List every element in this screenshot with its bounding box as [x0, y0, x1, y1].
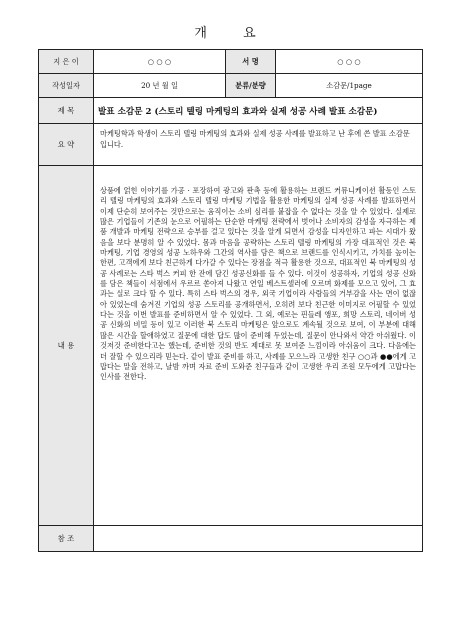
- signature-label: 서 명: [226, 50, 276, 74]
- content-paragraph: 상품에 얽힌 이야기를 가공 · 포장하여 광고와 판촉 등에 활용하는 브랜드 커뮤니케이션 활동인 스토리 텔링 마케팅의 효과와 스토리 텔링 마케팅 기법을 활용한 마케팅의 실제 성공 사례를 발표하면서 이제 단순히 보여주는 것만으로는 움직이는 소비 심리를 붙잡을 수 없다는 것을 알 수 있었다. 실제로 많은 기업들이 기존의 눈으로 어필하는 단순한 마케팅 전략에서 벗어나 소비자의 감성을 자극하는 제품 개발과 마케팅 전략으로 승부를 걸고 있다는 것을 알게 되면서 감성을 디자인하고 파는 시대가 왔음을 보다 분명히 알 수 있었다. 몸과 마음을 공략하는 스토리 텔링 마케팅의 가장 대표적인 것은 북 마케팅, 기업 경영의 성공 노하우와 그간의 역사를 담은 책으로 브랜드를 인식시키고, 가치를 높이는 한편, 고객에게 보다 친근하게 다가갈 수 있다는 장점을 적극 활용한 것으로, 대표적인 북 마케팅의 성공 사례로는 스타 벅스 커피 한 잔에 담긴 성공신화를 들 수 있다. 이것이 성공하자, 기업의 성공 신화를 담은 책들이 서점에서 우르르 쏟아져 나왔고 연일 베스트셀러에 오르며 화제를 모으고 있어, 그 효과는 실로 크다 할 수 있다. 특히 스타 벅스의 경우, 외국 기업이라 사람들의 거부감을 사는 면이 없잖아 있었는데 숨겨진 기업의 성공 스토리를 공개하면서, 오히려 보다 친근한 이미지로 어필할 수 있었다는 것을 이번 발표를 준비하면서 알 수 있었다. 그 외, 예로는 핀들레 앵포, 희망 스토리, 네이버 성공 신화의 비밀 등이 있고 이러한 북 스토리 마케팅은 앞으로도 계속될 것으로 보여, 이 부분에 대해 많은 시간을 할애하였고 질문에 대한 답도 많이 준비해 두었는데, 질문이 안나와서 약간 아쉬웠다. 이것저것 준비한다고는 했는데, 준비한 것의 반도 제대로 못 보여준 느낌이라 아쉬움이 크다. 다음에는 더 잘할 수 있으리라 믿는다. 같이 발표 준비를 하고, 사례를 모으느라 고생한 친구 ○○과 ●●에게 고맙다는 말을 전하고, 날밤 까며 자료 준비 도와준 친구들과 같이 고생한 우리 조원 모두에게 고맙다는 인사를 전한다.: [100, 186, 416, 382]
- author-value: ○ ○ ○: [94, 50, 226, 74]
- subject-label: 제 목: [39, 98, 94, 124]
- date-row: [39, 74, 423, 98]
- subject-value: 발표 소감문 2 (스토리 텔링 마케팅의 효과와 실제 성공 사례 발표 소감문): [94, 98, 423, 124]
- content-row: [39, 166, 423, 526]
- category-label: 분류/분량: [226, 74, 276, 98]
- date-value: 20 년 월 일: [94, 74, 226, 98]
- subject-row: [39, 98, 423, 124]
- author-label: 지 은 이: [39, 50, 94, 74]
- content-label: 내 용: [39, 166, 94, 526]
- summary-value: 마케팅학과 학생이 스토리 텔링 마케팅의 효과와 실제 성공 사례를 발표하고 난 후에 쓴 발표 소감문입니다.: [94, 124, 423, 166]
- summary-row: [39, 124, 423, 166]
- reference-label: 참 조: [39, 526, 94, 552]
- reference-value: [94, 526, 423, 552]
- date-label: 작성일자: [39, 74, 94, 98]
- page-title: 개 요: [194, 26, 272, 41]
- category-value: 소감문/1page: [276, 74, 423, 98]
- content-body: [94, 166, 423, 526]
- summary-label: 요 약: [39, 124, 94, 166]
- reference-row: [39, 526, 423, 552]
- signature-value: ○ ○ ○: [276, 50, 423, 74]
- author-row: [39, 50, 423, 74]
- summary-form-table: [38, 49, 423, 552]
